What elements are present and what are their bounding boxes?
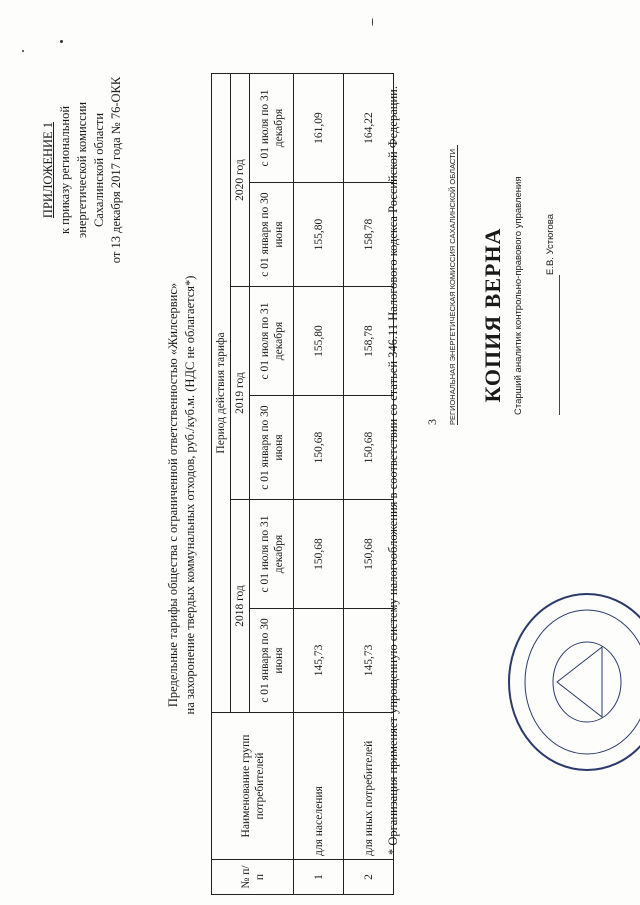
header-half: с 01 января по 30 июня [250,183,294,287]
row-value: 158,78 [344,183,394,287]
appendix-heading: ПРИЛОЖЕНИЕ 1 [41,121,55,219]
row-value: 150,68 [344,500,394,609]
appendix-line: Сахалинской области [92,112,106,228]
header-period: Период действия тарифа [212,74,231,713]
header-year: 2018 год [231,500,250,713]
header-year: 2020 год [231,74,250,287]
title-line: Предельные тарифы общества с ограниченной ответственностью «Жилсервис» [166,282,180,708]
appendix-line: к приказу региональной [58,105,72,235]
appendix-block [40,5,125,335]
row-name: для иных потребителей [344,713,394,860]
row-value: 164,22 [344,74,394,183]
row-value: 145,73 [294,608,344,712]
header-no: № п/п [212,860,294,895]
header-half: с 01 июля по 31 декабря [250,500,294,609]
tariff-table [211,73,394,895]
stamp-name: Е.В. Устюгова [545,214,556,275]
row-value: 155,80 [294,287,344,396]
copy-stamp [445,148,565,425]
footnote: * Организация применяет упрощенную систему налогообложения в соответствии со статьей 346.11 Налогового кодекса Российской Федерации. [386,86,400,855]
row-value: 150,68 [294,500,344,609]
row-value: 145,73 [344,608,394,712]
stamp-title: КОПИЯ ВЕРНА [480,227,505,403]
stamp-org: РЕГИОНАЛЬНАЯ ЭНЕРГЕТИЧЕСКАЯ КОМИССИЯ САХАЛИНСКОЙ ОБЛАСТИ [448,145,458,425]
header-half: с 01 января по 30 июня [250,395,294,499]
header-year: 2019 год [231,287,250,500]
row-name: для населения [294,713,344,860]
header-half: с 01 июля по 31 декабря [250,287,294,396]
stamp-role: Старший аналитик контрольно-правового управления [513,176,524,415]
row-value: 158,78 [344,287,394,396]
header-group: Наименование групп потребителей [212,713,294,860]
page-number: 3 [425,419,439,425]
row-no: 1 [294,860,344,895]
row-no: 2 [344,860,394,895]
row-value: 161,09 [294,74,344,183]
round-seal-icon [502,587,640,777]
header-half: с 01 июля по 31 декабря [250,74,294,183]
title-line: на захоронение твердых коммунальных отходов, руб./куб.м. (НДС не облагается*) [183,275,197,715]
appendix-line: от 13 декабря 2017 года № 76-ОКК [109,76,123,264]
document-title [165,115,199,875]
header-half: с 01 января по 30 июня [250,608,294,712]
table-row [294,74,344,895]
rotated-content [15,5,625,895]
row-value: 155,80 [294,183,344,287]
signature-line [559,275,560,415]
row-value: 150,68 [344,395,394,499]
appendix-line: энергетической комиссии [75,101,89,239]
row-value: 150,68 [294,395,344,499]
